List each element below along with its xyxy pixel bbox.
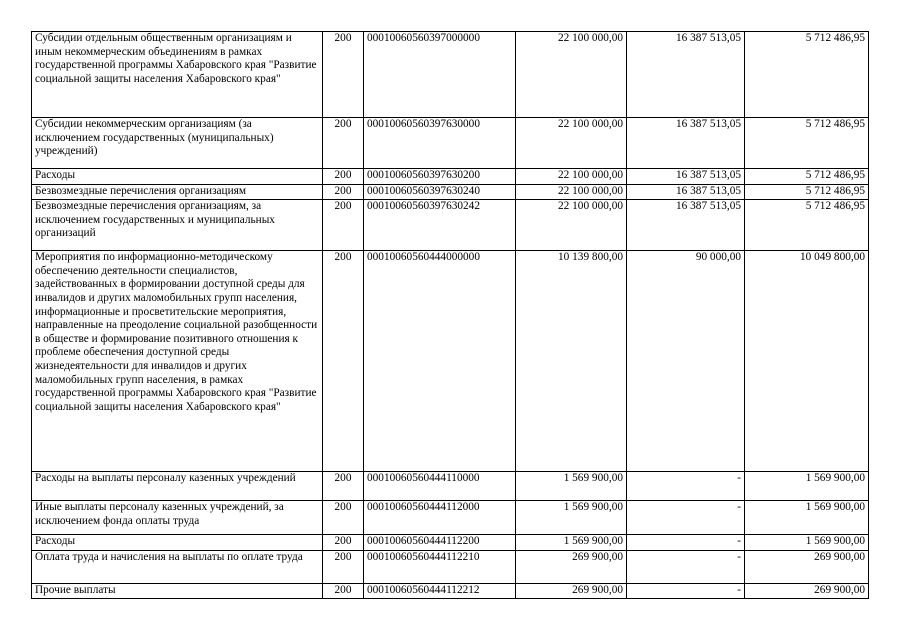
row-executed-cell: 16 387 513,05	[627, 169, 745, 185]
row-name-cell: Субсидии отдельным общественным организациям и иным некоммерческим объединениям в рамках государственной программы Хабаровского края "Развитие социальной защиты населения Хабаровского края"	[32, 32, 323, 118]
row-name-cell: Расходы на выплаты персоналу казенных учреждений	[32, 472, 323, 501]
row-code-cell: 200	[323, 535, 364, 551]
row-remaining-cell: 5 712 486,95	[745, 200, 869, 251]
table-row	[32, 169, 869, 185]
row-executed-cell: 16 387 513,05	[627, 184, 745, 200]
row-approved-cell: 22 100 000,00	[516, 169, 627, 185]
row-code-cell: 200	[323, 118, 364, 169]
row-code-cell: 200	[323, 251, 364, 472]
row-name-cell: Прочие выплаты	[32, 583, 323, 599]
row-remaining-cell: 1 569 900,00	[745, 472, 869, 501]
row-name-cell: Безвозмездные перечисления организациям, за исключением государственных и муниципальных организаций	[32, 200, 323, 251]
row-name-cell: Оплата труда и начисления на выплаты по оплате труда	[32, 550, 323, 583]
row-code-cell: 200	[323, 32, 364, 118]
row-name-cell: Мероприятия по информационно-методическому обеспечению деятельности специалистов, задействованных в формировании доступной среды для инвалидов и других маломобильных групп населения, информационные и просветительские мероприятия, направленные на преодоление социальной разобщенности в обществе и формирование позитивного отношения к проблеме обеспечения доступной среды жизнедеятельности для инвалидов и других маломобильных групп населения, в рамках государственной программы Хабаровского края "Развитие социальной защиты населения Хабаровского края"	[32, 251, 323, 472]
row-code-cell: 200	[323, 550, 364, 583]
table-body	[32, 32, 869, 599]
row-kbk-cell: 00010060560444112000	[364, 501, 516, 535]
row-remaining-cell: 269 900,00	[745, 583, 869, 599]
row-name-cell: Расходы	[32, 535, 323, 551]
row-code-cell: 200	[323, 501, 364, 535]
row-code-cell: 200	[323, 169, 364, 185]
row-executed-cell: 16 387 513,05	[627, 200, 745, 251]
row-name-cell: Иные выплаты персоналу казенных учреждений, за исключением фонда оплаты труда	[32, 501, 323, 535]
row-approved-cell: 22 100 000,00	[516, 32, 627, 118]
row-executed-cell: -	[627, 535, 745, 551]
row-remaining-cell: 10 049 800,00	[745, 251, 869, 472]
row-executed-cell: -	[627, 583, 745, 599]
row-remaining-cell: 5 712 486,95	[745, 184, 869, 200]
row-approved-cell: 1 569 900,00	[516, 472, 627, 501]
table-row	[32, 32, 869, 118]
row-kbk-cell: 00010060560444000000	[364, 251, 516, 472]
row-kbk-cell: 00010060560444110000	[364, 472, 516, 501]
row-name-cell: Расходы	[32, 169, 323, 185]
row-approved-cell: 10 139 800,00	[516, 251, 627, 472]
row-executed-cell: 16 387 513,05	[627, 118, 745, 169]
row-approved-cell: 1 569 900,00	[516, 535, 627, 551]
table-row	[32, 184, 869, 200]
row-approved-cell: 22 100 000,00	[516, 200, 627, 251]
row-kbk-cell: 00010060560397630000	[364, 118, 516, 169]
row-name-cell: Субсидии некоммерческим организациям (за исключением государственных (муниципальных) учреждений)	[32, 118, 323, 169]
row-kbk-cell: 00010060560444112200	[364, 535, 516, 551]
row-kbk-cell: 00010060560397630200	[364, 169, 516, 185]
table-row	[32, 200, 869, 251]
row-approved-cell: 1 569 900,00	[516, 501, 627, 535]
row-remaining-cell: 5 712 486,95	[745, 169, 869, 185]
row-approved-cell: 269 900,00	[516, 583, 627, 599]
row-name-cell: Безвозмездные перечисления организациям	[32, 184, 323, 200]
row-remaining-cell: 5 712 486,95	[745, 32, 869, 118]
row-code-cell: 200	[323, 184, 364, 200]
row-kbk-cell: 00010060560397630242	[364, 200, 516, 251]
table-row	[32, 251, 869, 472]
budget-execution-table	[31, 31, 869, 599]
row-remaining-cell: 1 569 900,00	[745, 501, 869, 535]
row-kbk-cell: 00010060560397000000	[364, 32, 516, 118]
row-executed-cell: 90 000,00	[627, 251, 745, 472]
row-remaining-cell: 5 712 486,95	[745, 118, 869, 169]
row-executed-cell: -	[627, 472, 745, 501]
row-executed-cell: -	[627, 501, 745, 535]
row-kbk-cell: 00010060560444112210	[364, 550, 516, 583]
row-kbk-cell: 00010060560444112212	[364, 583, 516, 599]
row-remaining-cell: 269 900,00	[745, 550, 869, 583]
row-executed-cell: 16 387 513,05	[627, 32, 745, 118]
row-approved-cell: 22 100 000,00	[516, 118, 627, 169]
row-approved-cell: 22 100 000,00	[516, 184, 627, 200]
row-kbk-cell: 00010060560397630240	[364, 184, 516, 200]
table-row	[32, 550, 869, 583]
table-row	[32, 472, 869, 501]
table-row	[32, 118, 869, 169]
row-remaining-cell: 1 569 900,00	[745, 535, 869, 551]
row-code-cell: 200	[323, 200, 364, 251]
table-row	[32, 535, 869, 551]
table-row	[32, 501, 869, 535]
row-approved-cell: 269 900,00	[516, 550, 627, 583]
row-code-cell: 200	[323, 583, 364, 599]
table-row	[32, 583, 869, 599]
row-executed-cell: -	[627, 550, 745, 583]
row-code-cell: 200	[323, 472, 364, 501]
